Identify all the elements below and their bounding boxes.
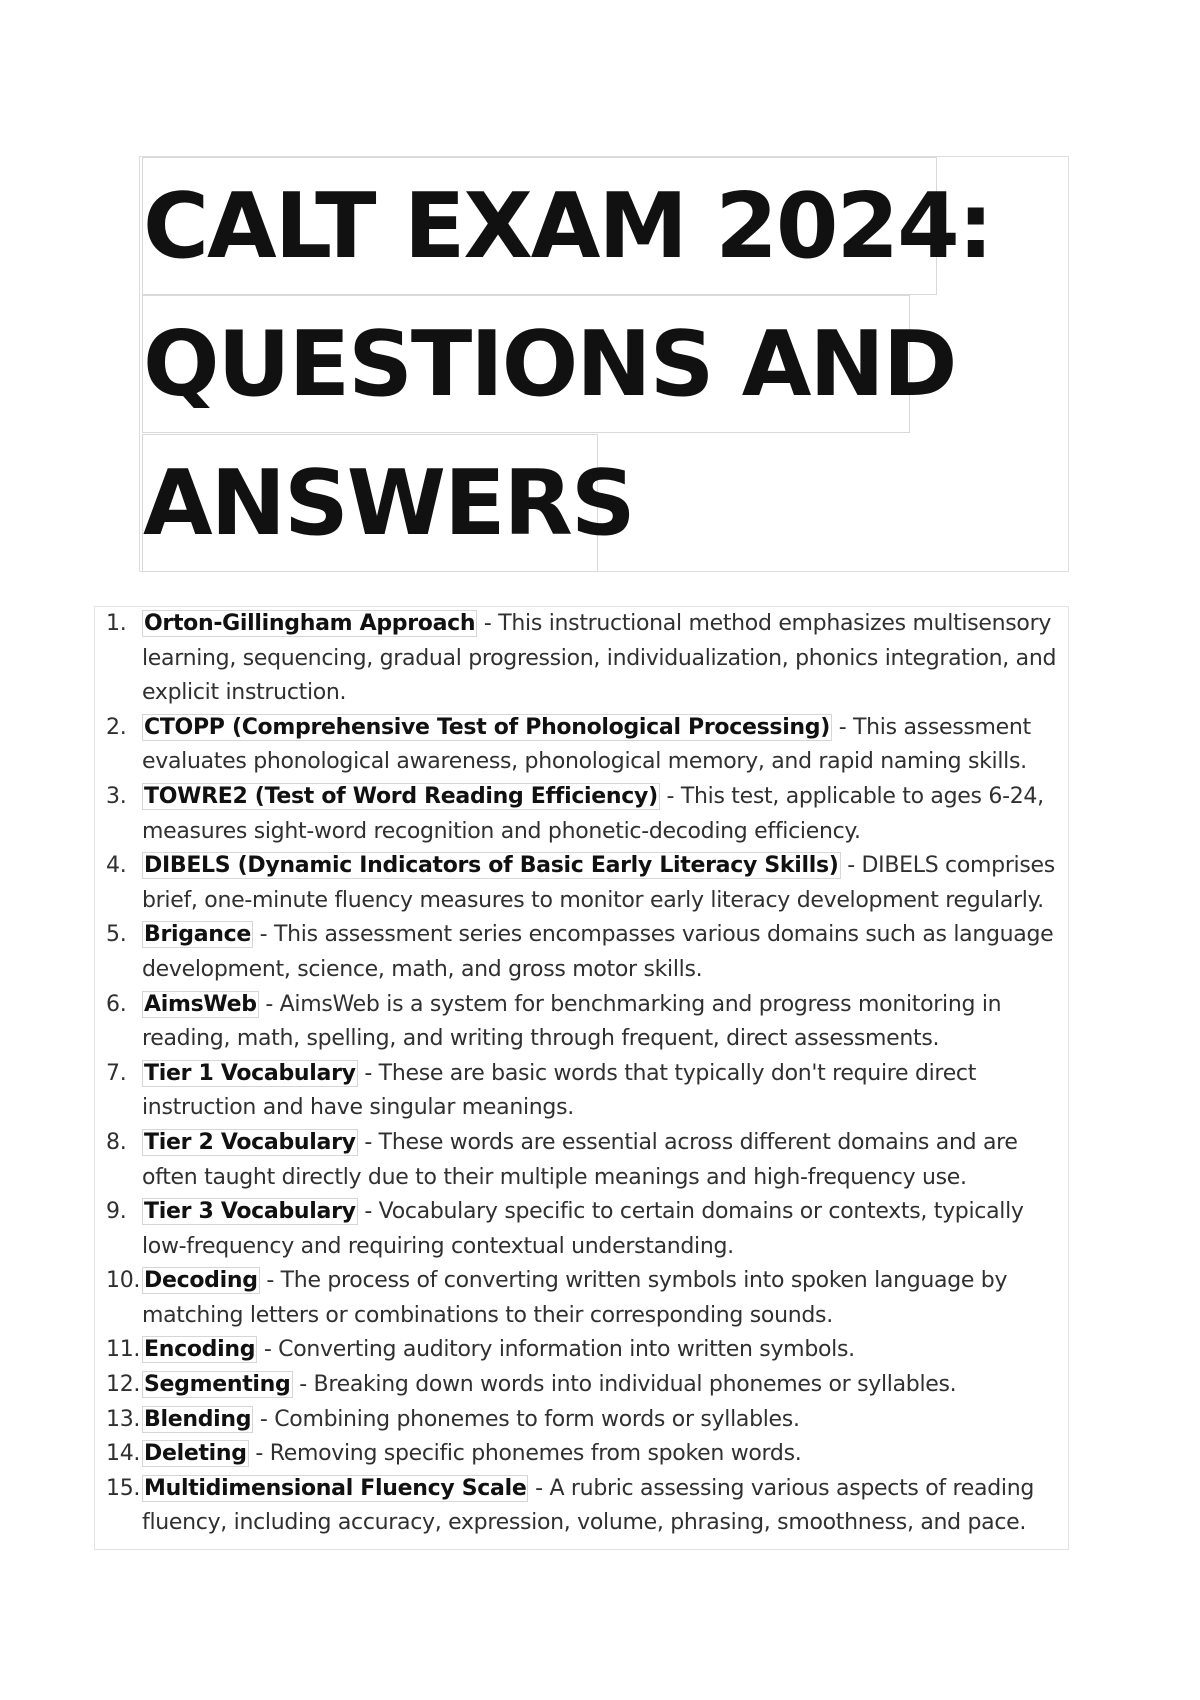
item-number: 13. [106,1406,141,1432]
item-description: - These are basic words that typically don't require direct instruction and have singular meanings. [142,1060,977,1121]
item-term: Blending [144,1406,252,1432]
item-number: 10. [106,1268,141,1294]
list-item [94,711,1069,780]
item-description: - This instructional method emphasizes multisensory learning, sequencing, gradual progression, individualization, phonics integration, and explicit instruction. [142,611,1057,706]
item-term: DIBELS (Dynamic Indicators of Basic Early Literacy Skills) [144,853,839,879]
item-number: 15. [106,1475,141,1501]
item-number: 6. [106,991,127,1017]
terms-list [94,607,1069,1541]
item-description: - This assessment evaluates phonological awareness, phonological memory, and rapid naming skills. [142,714,1031,775]
list-item [94,1126,1069,1195]
item-description: - The process of converting written symbols into spoken language by matching letters or combinations to their corresponding sounds. [142,1268,1008,1328]
item-term: Decoding [144,1268,258,1294]
item-number: 4. [106,853,127,879]
item-term: Segmenting [144,1372,291,1398]
title-line-1: CALT EXAM 2024: [142,157,937,295]
item-description: - Vocabulary specific to certain domains or contexts, typically low-frequency and requiring contextual understanding. [142,1199,1024,1259]
item-description: - AimsWeb is a system for benchmarking and progress monitoring in reading, math, spelling, and writing through frequent, direct assessments. [142,991,1002,1052]
list-item [94,1057,1069,1126]
list-item [94,1403,1069,1438]
item-number: 1. [106,611,127,636]
item-term: Multidimensional Fluency Scale [144,1475,527,1501]
item-term: Deleting [144,1441,247,1467]
item-term: Encoding [144,1337,256,1363]
item-term: Brigance [144,922,251,948]
item-description: - Breaking down words into individual phonemes or syllables. [292,1372,957,1398]
item-term: Orton-Gillingham Approach [144,611,476,636]
list-item [94,988,1069,1057]
item-number: 11. [106,1337,141,1363]
item-number: 12. [106,1372,141,1398]
item-number: 7. [106,1060,127,1086]
item-number: 5. [106,922,127,948]
item-description: - Combining phonemes to form words or syllables. [253,1406,800,1432]
item-term: Tier 3 Vocabulary [144,1199,356,1225]
list-item [94,1472,1069,1541]
item-term: CTOPP (Comprehensive Test of Phonological Processing) [144,714,830,740]
item-number: 14. [106,1441,141,1467]
list-item [94,918,1069,987]
item-description: - A rubric assessing various aspects of reading fluency, including accuracy, expression, volume, phrasing, smoothness, and pace. [142,1475,1035,1536]
item-term: AimsWeb [144,991,257,1017]
list-item [94,1437,1069,1472]
title-line-3: ANSWERS [142,434,598,572]
item-description: - This test, applicable to ages 6-24, measures sight-word recognition and phonetic-decoding efficiency. [142,783,1044,844]
list-item [94,780,1069,849]
item-description: - Converting auditory information into written symbols. [257,1337,855,1363]
item-description: - These words are essential across different domains and are often taught directly due to their multiple meanings and high-frequency use. [142,1129,1018,1190]
item-term: Tier 2 Vocabulary [144,1129,356,1155]
title-line-2: QUESTIONS AND [142,295,910,433]
item-number: 9. [106,1199,127,1225]
list-item [94,1368,1069,1403]
item-description: - DIBELS comprises brief, one-minute fluency measures to monitor early literacy development regularly. [142,853,1055,913]
list-item [94,1264,1069,1333]
list-item [94,607,1069,711]
item-description: - Removing specific phonemes from spoken words. [248,1441,802,1467]
list-item [94,1333,1069,1368]
item-description: - This assessment series encompasses various domains such as language development, science, math, and gross motor skills. [142,922,1054,982]
list-item [94,849,1069,918]
item-term: TOWRE2 (Test of Word Reading Efficiency) [144,783,658,809]
item-number: 3. [106,783,127,809]
item-number: 2. [106,714,127,740]
list-item [94,1195,1069,1264]
item-term: Tier 1 Vocabulary [144,1060,356,1086]
item-number: 8. [106,1129,127,1155]
